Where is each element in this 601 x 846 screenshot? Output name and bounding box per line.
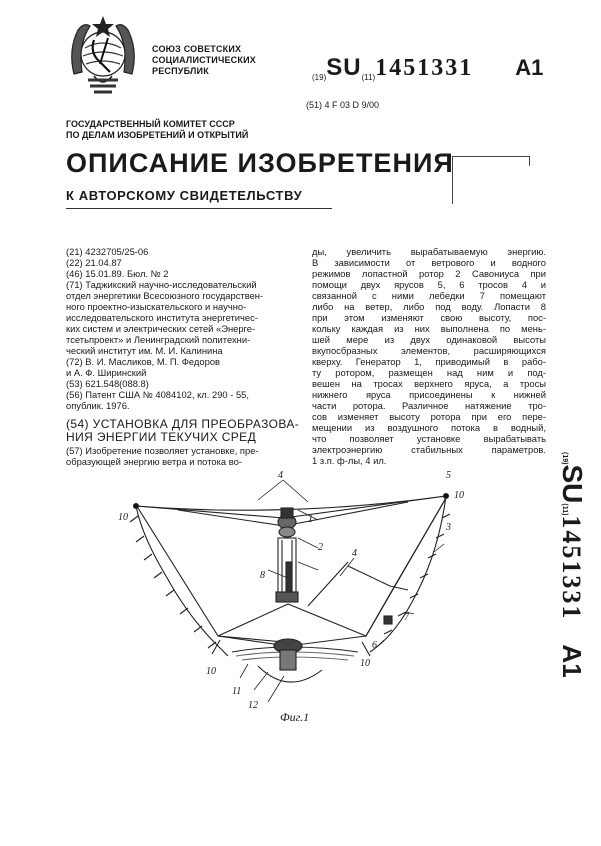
abstract-continuation: [312, 246, 546, 466]
text-line: ких систем и электрических сетей «Энерге-: [66, 323, 256, 334]
title-underline: [66, 208, 332, 209]
union-line: СОЦИАЛИСТИЧЕСКИХ: [152, 55, 256, 65]
text-line: электроэнергию стабильных параметров.: [312, 444, 546, 455]
union-name: [152, 44, 256, 77]
committee-line: ПО ДЕЛАМ ИЗОБРЕТЕНИЙ И ОТКРЫТИЙ: [66, 130, 249, 140]
text-line: (72) В. И. Масликов, М. П. Федоров: [66, 356, 221, 367]
patent-number: 1451331: [375, 55, 474, 81]
patent-number: 1451331: [557, 515, 586, 621]
text-line: ческий институт им. М. И. Калинина: [66, 345, 223, 356]
code-11: (11): [361, 73, 376, 82]
text-line: (71) Таджикский научно-исследовательский: [66, 279, 257, 290]
patent-kind: A1: [557, 644, 587, 678]
text-line: кверху. Генератор 1, приводимый в рабо-: [312, 356, 546, 367]
committee-line: ГОСУДАРСТВЕННЫЙ КОМИТЕТ СССР: [66, 119, 235, 129]
label-7: 7: [404, 612, 409, 623]
label-10d: 10: [360, 658, 370, 669]
text-line: связанной с ними лебедки 7 помещают: [312, 290, 546, 301]
text-line: ного проектно-изыскательского и научно-: [66, 301, 247, 312]
text-line: НИЯ ЭНЕРГИИ ТЕКУЧИХ СРЕД: [66, 431, 257, 444]
text-line: части ротора. Различное натяжение тро-: [312, 400, 546, 411]
bibliographic-data: [66, 246, 316, 467]
text-line: исследовательского института энергетичес-: [66, 312, 258, 323]
union-line: СОЮЗ СОВЕТСКИХ: [152, 44, 242, 54]
label-4b: 4: [352, 548, 357, 559]
label-6: 6: [372, 640, 377, 651]
ipc-code: F 03 D 9/00: [332, 100, 380, 110]
patent-number-row: [312, 54, 543, 84]
text-line: мещении из воздушного потока в водный,: [312, 422, 546, 433]
label-2: 2: [318, 542, 323, 553]
label-3: 3: [446, 522, 451, 533]
text-line: (57) Изобретение позволяет установке, пре-: [66, 445, 259, 456]
label-11: 11: [232, 686, 242, 697]
label-1: 1: [308, 514, 313, 525]
code-11: (11): [561, 503, 568, 516]
text-line: при этом изменяют свою высоту, пос-: [312, 312, 546, 323]
text-line: вкупосбразных элементов, расширяющихся: [312, 345, 546, 356]
label-10a: 10: [118, 512, 128, 523]
text-line: ды, увеличить вырабатываемую энергию.: [312, 246, 546, 257]
text-line: В зависимости от ветрового и водного: [312, 257, 546, 268]
text-line: вешен на тросах верхнего яруса, а тросы: [312, 378, 546, 389]
text-line: что позволяет установке вырабатывать: [312, 433, 546, 444]
text-line: кольку каждая из них выполнена по мень-: [312, 323, 546, 334]
text-line: режимов лопастной ротор 2 Савониуса при: [312, 268, 546, 279]
country-code: SU: [326, 54, 362, 81]
ussr-emblem-icon: [64, 14, 142, 100]
text-line: опублик. 1976.: [66, 400, 130, 411]
label-5: 5: [446, 470, 451, 481]
union-line: РЕСПУБЛИК: [152, 66, 209, 76]
label-10c: 10: [206, 666, 216, 677]
text-line: тсетьпроект» и Ленинградский политехни-: [66, 334, 251, 345]
text-line: помощи двух ярусов 5, 6 тросов 4 и: [312, 279, 546, 290]
code-19: (19): [561, 452, 568, 465]
text-line: (46) 15.01.89. Бюл. № 2: [66, 268, 169, 279]
code-51: (51) 4: [306, 100, 330, 110]
committee: [66, 119, 248, 141]
text-line: (56) Патент США № 4084102, кл. 290 - 55,: [66, 389, 249, 400]
stamp-frame: [452, 156, 530, 212]
installation-drawing: [108, 466, 488, 726]
text-line: либо на ветер, либо под воду. Лопасти 8: [312, 301, 546, 312]
figure-1: [108, 466, 488, 726]
country-code: SU: [557, 464, 588, 504]
label-4a: 4: [278, 470, 283, 481]
text-line: (21) 4232705/25-06: [66, 246, 149, 257]
text-line: (54) УСТАНОВКА ДЛЯ ПРЕОБРАЗОВА-: [66, 418, 300, 431]
text-line: (22) 21.04.87: [66, 257, 122, 268]
label-10b: 10: [454, 490, 464, 501]
text-line: образующей энергию ветра и потока во-: [66, 456, 242, 467]
text-line: 1 з.п. ф-лы, 4 ил.: [312, 455, 387, 466]
ipc-class: [306, 100, 379, 110]
label-12: 12: [248, 700, 258, 711]
label-8: 8: [260, 570, 265, 581]
vertical-patent-number: [552, 452, 596, 682]
document-subtitle: К АВТОРСКОМУ СВИДЕТЕЛЬСТВУ: [66, 188, 303, 203]
text-line: ту ротором, размещен над ним и под-: [312, 367, 546, 378]
text-line: шей мере из двух одинаковой высоты: [312, 334, 546, 345]
text-line: (53) 621.548(088.8): [66, 378, 149, 389]
code-19: (19): [312, 73, 327, 82]
text-line: и А. Ф. Ширинский: [66, 367, 147, 378]
figure-caption: Фиг.1: [280, 710, 310, 724]
text-line: сов изменяет высоту ротора при его пере-: [312, 411, 546, 422]
text-line: отдел энергетики Всесоюзного государствен-: [66, 290, 264, 301]
text-line: нижнего яруса присоединены к нижней: [312, 389, 546, 400]
patent-kind: A1: [515, 55, 544, 80]
document-title: ОПИСАНИЕ ИЗОБРЕТЕНИЯ: [66, 148, 454, 178]
